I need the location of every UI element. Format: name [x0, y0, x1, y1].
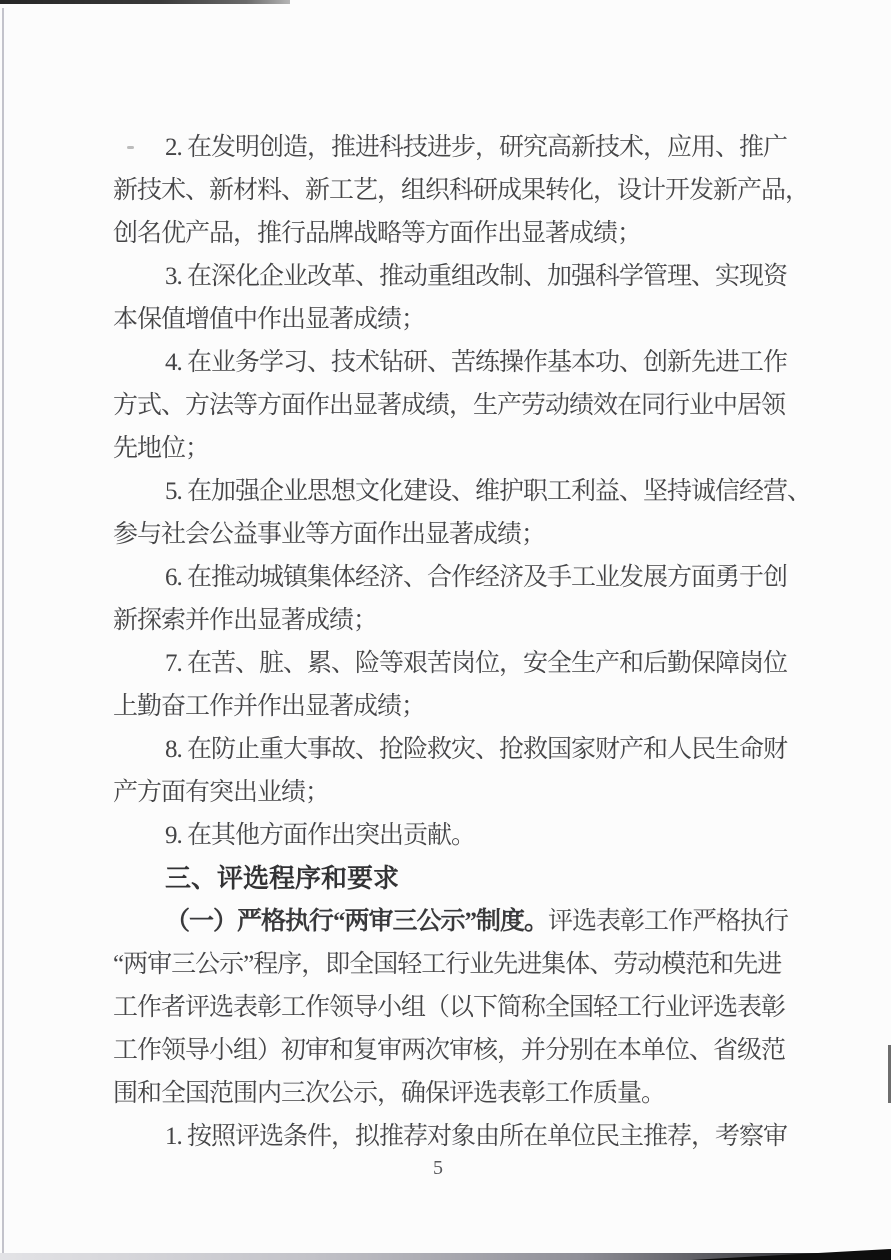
text-segment: “两审三公示”程序，即全国轻工行业先进集体、劳动模范和先进 [113, 951, 782, 978]
text-segment: 7. 在苦、脏、累、险等艰苦岗位，安全生产和后勤保障岗位 [165, 650, 788, 677]
text-segment: 8. 在防止重大事故、抢险救灾、抢救国家财产和人民生命财 [165, 736, 788, 763]
text-line [113, 771, 793, 814]
text-line [113, 943, 793, 986]
text-segment: 6. 在推动城镇集体经济、合作经济及手工业发展方面勇于创 [165, 564, 788, 591]
text-line [113, 900, 793, 943]
text-segment: 5. 在加强企业思想文化建设、维护职工利益、坚持诚信经营、 [165, 478, 812, 505]
text-line [113, 169, 810, 212]
text-segment: 评选表彰工作严格执行 [548, 908, 789, 935]
text-segment: 创名优产品，推行品牌战略等方面作出显著成绩； [113, 220, 642, 247]
text-segment: 参与社会公益事业等方面作出显著成绩； [113, 521, 546, 548]
text-line [113, 384, 793, 427]
text-line [113, 126, 793, 169]
text-segment: 先地位； [113, 435, 210, 462]
text-line [113, 470, 812, 513]
text-line [113, 599, 793, 642]
text-segment: 上勤奋工作并作出显著成绩； [113, 693, 426, 720]
text-segment: 本保值增值中作出显著成绩； [113, 306, 426, 333]
text-line [113, 1072, 793, 1115]
text-line [113, 556, 793, 599]
text-segment: 围和全国范围内三次公示，确保评选表彰工作质量。 [113, 1080, 666, 1107]
text-line [113, 1115, 793, 1158]
text-line [113, 341, 793, 384]
text-segment: 方式、方法等方面作出显著成绩，生产劳动绩效在同行业中居领 [113, 392, 786, 419]
text-segment: 工作者评选表彰工作领导小组（以下简称全国轻工行业评选表彰 [113, 994, 786, 1021]
text-line [113, 513, 793, 556]
text-segment: 新探索并作出显著成绩； [113, 607, 378, 634]
text-line [113, 814, 793, 857]
text-line [113, 427, 793, 470]
text-line [113, 986, 793, 1029]
text-line [113, 728, 793, 771]
text-line [113, 255, 793, 298]
text-line [113, 685, 793, 728]
text-line [113, 212, 793, 255]
text-segment: 1. 按照评选条件，拟推荐对象由所在单位民主推荐，考察审 [165, 1123, 788, 1150]
text-segment: 4. 在业务学习、技术钻研、苦练操作基本功、创新先进工作 [165, 349, 788, 376]
text-segment: 工作领导小组）初审和复审两次审核，并分别在本单位、省级范 [113, 1037, 786, 1064]
scan-edge-left [2, 8, 4, 1256]
text-segment: 3. 在深化企业改革、推动重组改制、加强科学管理、实现资 [165, 263, 788, 290]
text-line [113, 1029, 793, 1072]
document-body [113, 126, 812, 1158]
page-number: 5 [433, 1157, 443, 1179]
text-line [113, 642, 793, 685]
text-segment: 产方面有突出业绩； [113, 779, 330, 806]
scan-edge-top [0, 0, 290, 4]
bold-text-segment: （一）严格执行“两审三公示”制度。 [165, 908, 549, 935]
section-heading [113, 857, 793, 900]
text-segment: 2. 在发明创造，推进科技进步，研究高新技术，应用、推广 [165, 134, 788, 161]
text-segment: 9. 在其他方面作出突出贡献。 [165, 822, 476, 849]
text-segment: 新技术、新材料、新工艺，组织科研成果转化，设计开发新产品， [113, 177, 810, 204]
text-segment: 三、评选程序和要求 [165, 863, 400, 893]
text-line [113, 298, 793, 341]
